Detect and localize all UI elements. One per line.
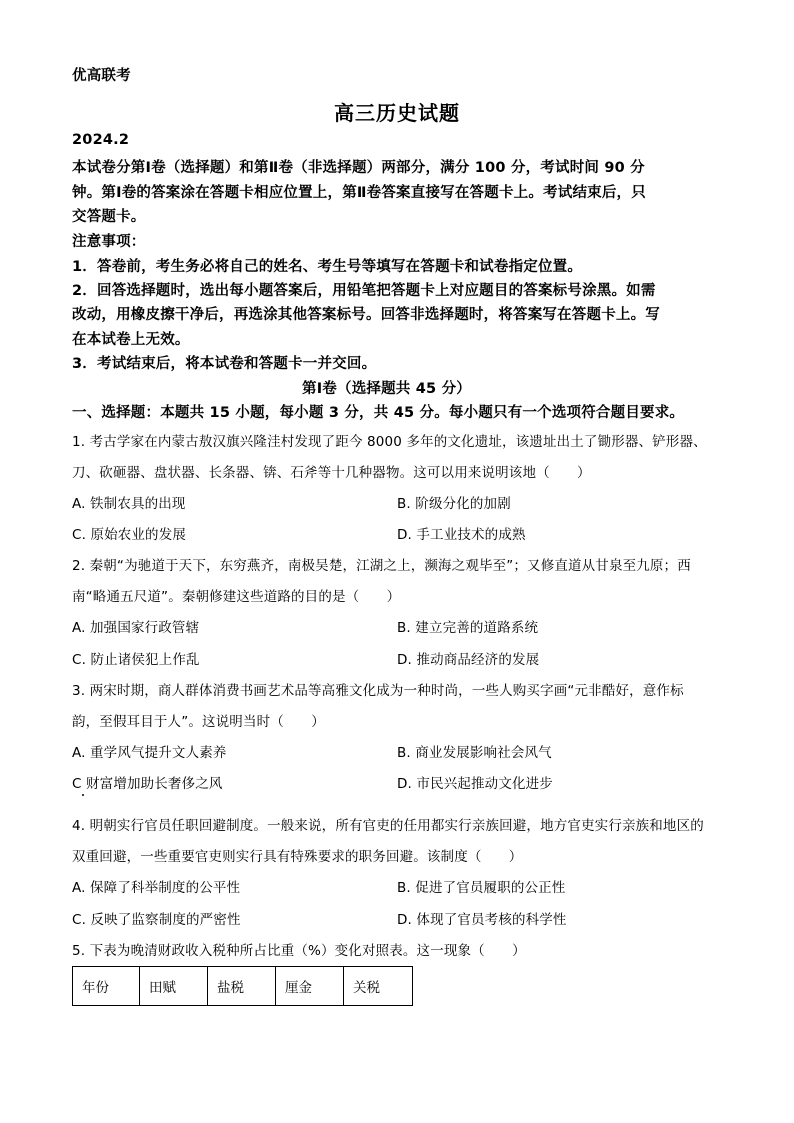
option-a: A. 加强国家行政管辖 (72, 620, 200, 636)
question-stem: 韵，至假耳目于人”。这说明当时（ ） (72, 714, 325, 730)
option-d: D. 手工业技术的成熟 (397, 527, 526, 543)
notes-line: 2．回答选择题时，选出每小题答案后，用铅笔把答题卡上对应题目的答案标号涂黑。如需 (72, 283, 656, 299)
option-c: C. 防止诸侯犯上作乱 (72, 652, 200, 668)
table-header-cell: 关税 (344, 967, 413, 1006)
table-header-cell: 厘金 (276, 967, 344, 1006)
notes-line: 1．答卷前，考生务必将自己的姓名、考生号等填写在答题卡和试卷指定位置。 (72, 259, 583, 275)
exam-org: 优高联考 (72, 68, 131, 84)
notes-line: 3．考试结束后，将本试卷和答题卡一并交回。 (72, 356, 377, 372)
option-a: A. 重学风气提升文人素养 (72, 745, 227, 761)
notes-heading: 注意事项： (72, 234, 146, 250)
question-stem: 刀、砍砸器、盘状器、长条器、锛、石斧等十几种器物。这可以用来说明该地（ ） (72, 465, 591, 481)
table-header-cell: 盐税 (208, 967, 276, 1006)
stray-mark (82, 794, 84, 796)
option-c: C 财富增加助长奢侈之风 (72, 776, 223, 792)
question-stem: 南“略通五尺道”。秦朝修建这些道路的目的是（ ） (72, 589, 401, 605)
intro-line: 交答题卡。 (72, 209, 146, 225)
section-instruction: 一、选择题：本题共 15 小题，每小题 3 分，共 45 分。每小题只有一个选项符合题目要求。 (72, 405, 685, 421)
option-b: B. 促进了官员履职的公正性 (397, 880, 566, 896)
tax-table (72, 966, 413, 1006)
question-stem: 双重回避，一些重要官吏则实行具有特殊要求的职务回避。该制度（ ） (72, 849, 523, 865)
option-d: D. 市民兴起推动文化进步 (397, 776, 553, 792)
question-stem: 1. 考古学家在内蒙古敖汉旗兴隆洼村发现了距今 8000 多年的文化遗址，该遗址出土了锄形器、铲形器、 (72, 434, 707, 450)
option-c: C. 反映了监察制度的严密性 (72, 912, 241, 928)
option-b: B. 商业发展影响社会风气 (397, 745, 552, 761)
option-a: A. 保障了科举制度的公平性 (72, 880, 241, 896)
question-stem: 2. 秦朝“为驰道于天下，东穷燕齐，南极吴楚，江湖之上，濒海之观毕至”；又修直道从甘泉至九原；西 (72, 558, 691, 574)
table-header-cell: 田赋 (140, 967, 208, 1006)
option-a: A. 铁制农具的出现 (72, 496, 186, 512)
option-d: D. 推动商品经济的发展 (397, 652, 540, 668)
table-header-row (73, 967, 413, 1006)
exam-date: 2024.2 (72, 132, 130, 148)
question-stem: 4. 明朝实行官员任职回避制度。一般来说，所有官吏的任用都实行亲族回避，地方官吏实行亲族和地区的 (72, 818, 704, 834)
option-b: B. 阶级分化的加剧 (397, 496, 511, 512)
notes-line: 改动，用橡皮擦干净后，再选涂其他答案标号。回答非选择题时，将答案写在答题卡上。写 (72, 307, 660, 323)
intro-line: 本试卷分第Ⅰ卷（选择题）和第Ⅱ卷（非选择题）两部分，满分 100 分，考试时间 90 分 (72, 160, 645, 176)
intro-line: 钟。第Ⅰ卷的答案涂在答题卡相应位置上，第Ⅱ卷答案直接写在答题卡上。考试结束后，只 (72, 185, 646, 201)
option-c: C. 原始农业的发展 (72, 527, 187, 543)
option-d: D. 体现了官员考核的科学性 (397, 912, 567, 928)
option-b: B. 建立完善的道路系统 (397, 620, 539, 636)
page-title: 高三历史试题 (334, 101, 460, 125)
notes-line: 在本试卷上无效。 (72, 332, 190, 348)
question-stem: 3. 两宋时期，商人群体消费书画艺术品等高雅文化成为一种时尚，一些人购买字画“元非酷好，意作标 (72, 683, 684, 699)
table-header-cell: 年份 (73, 967, 140, 1006)
question-stem: 5. 下表为晚清财政收入税种所占比重（%）变化对照表。这一现象（ ） (72, 943, 526, 959)
section-title: 第Ⅰ卷（选择题共 45 分） (302, 381, 471, 397)
